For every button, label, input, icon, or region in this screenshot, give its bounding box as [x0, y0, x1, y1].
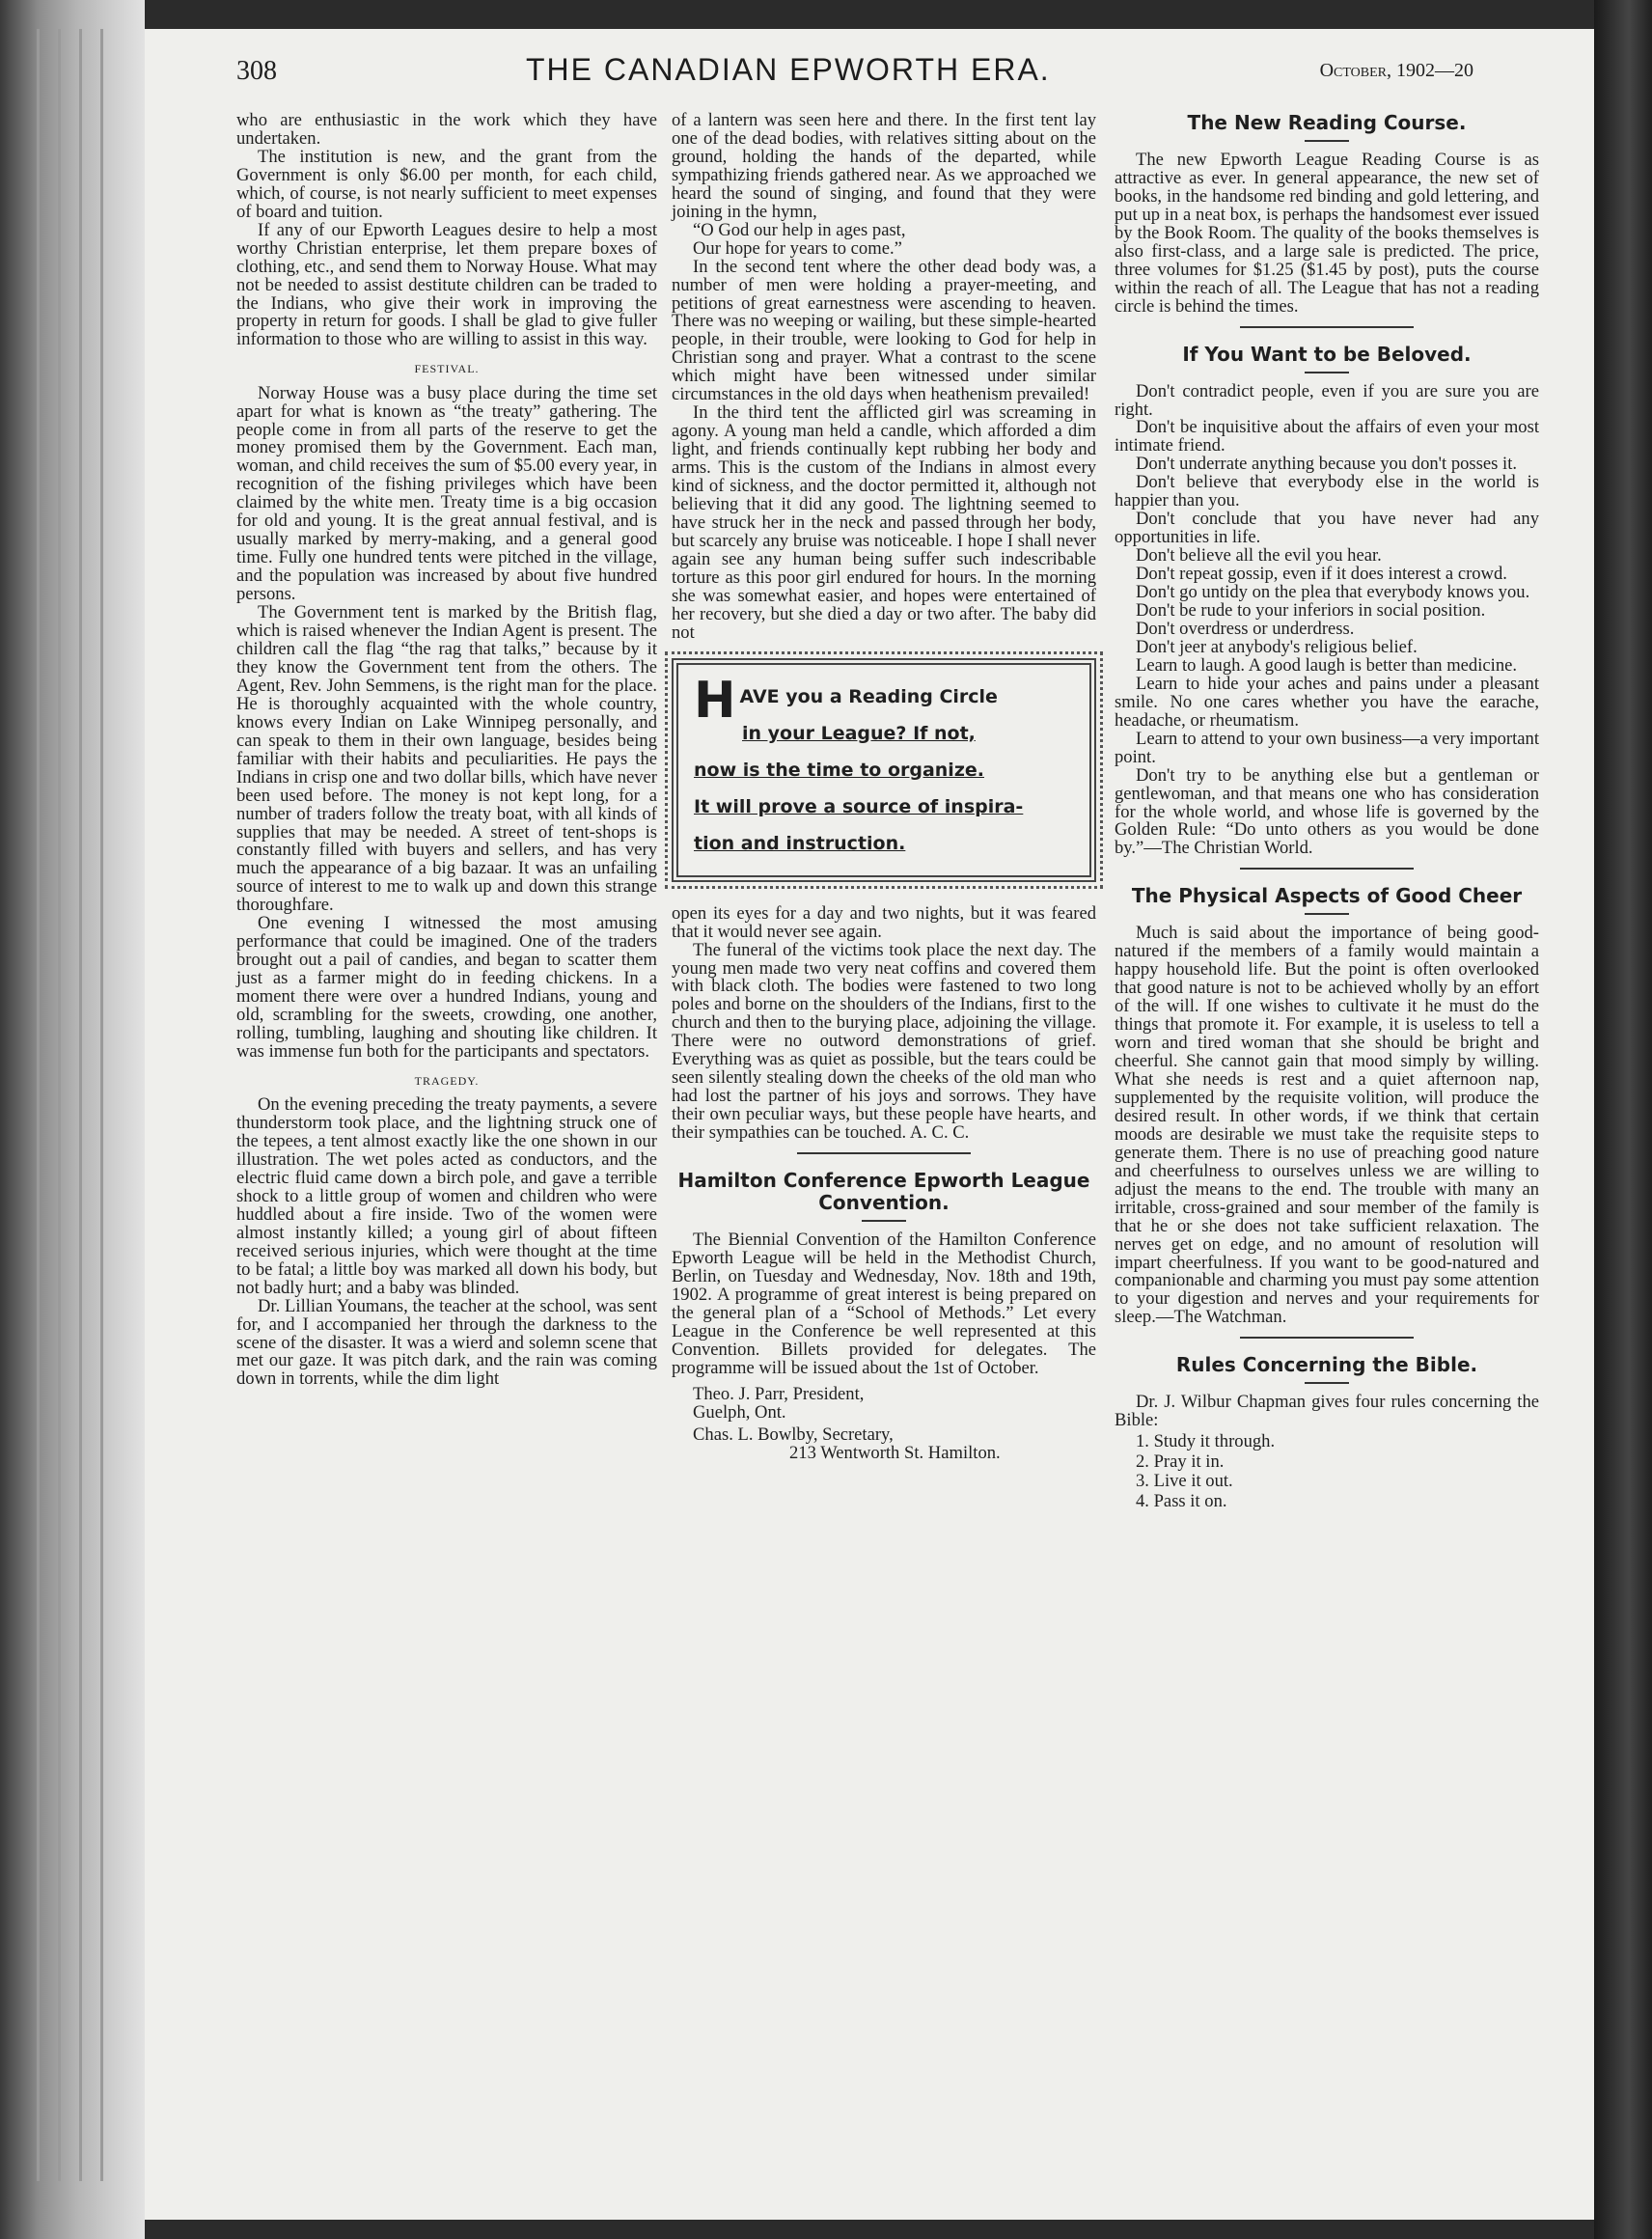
paragraph: On the evening preceding the treaty payments, a severe thunderstorm took place, and the lightning struck one of the tepees, a tent almost exactly like the one shown in our illustration. The wet poles acted as conductors, and the electric fluid came down a birch pole, and gave a terrible shock to a little group of women and children who were huddled about a fire inside. Two of the women were almost instantly killed; a young girl of about fifteen received serious injuries, which were thought at the time to be fatal; a little boy was marked all down his body, but not badly hurt; and a baby was blinded. [236, 1094, 657, 1298]
page-edge-line [79, 29, 82, 2181]
ad-line: tion and instruction. [694, 832, 906, 854]
divider-rule [1240, 326, 1414, 328]
paragraph: The institution is new, and the grant from the Government is only $6.00 per month, for each child, which, of course, is not nearly sufficient to meet expenses of board and tuition. [236, 146, 657, 222]
paragraph: Don't believe that everybody else in the world is happier than you. [1115, 472, 1539, 511]
ad-line: now is the time to organize. [694, 759, 984, 781]
scanned-page [145, 29, 1594, 2220]
paragraph: Don't overdress or underdress. [1136, 618, 1355, 639]
paragraph: Don't contradict people, even if you are sure you are right. [1115, 380, 1539, 420]
divider-dash [1305, 913, 1349, 915]
paragraph: Don't jeer at anybody's religious belief. [1136, 636, 1418, 657]
author-initials: A. C. C. [909, 1122, 970, 1144]
column-3 [1115, 112, 1539, 1511]
paragraph: One evening I witnessed the most amusing performance that could be imagined. One of the traders brought out a pail of candies, and began to scatter them just as a farmer might do in feeding chickens. In a moment there were over a hundred Indians, young and old, scrambling for the sweets, crowding, one another, rolling, tumbling, laughing and shouting like children. It was immense fun both for the participants and spectators. [236, 913, 657, 1062]
officer-line: Theo. J. Parr, President, [693, 1383, 865, 1404]
list-item: 4. Pass it on. [1136, 1490, 1227, 1511]
drop-cap: H [694, 671, 736, 730]
running-header [236, 50, 1556, 98]
paragraph: Don't believe all the evil you hear. [1136, 545, 1382, 567]
hymn-quote [672, 219, 1096, 259]
paragraph: who are enthusiastic in the work which they have undertaken. [236, 110, 657, 149]
divider-dash [862, 1220, 906, 1222]
paragraph: Don't go untidy on the plea that everybody knows you. [1136, 582, 1530, 603]
headline-beloved: If You Want to be Beloved. [1182, 342, 1472, 366]
page-edge-line [37, 29, 40, 2181]
section-heading-festival: FESTIVAL. [414, 362, 480, 376]
paragraph: In the third tent the afflicted girl was screaming in agony. A young man held a candle, which afforded a dim light, and friends continually kept rubbing her body and arms. This is the custom of the Indians in almost every kind of sickness, and the doctor permitted it, although not believing that it did any good. The lightning seemed to have struck her in the neck and passed through her body, but scarcely any bruise was noticeable. I hope I shall never again see any human being suffer such indescribable torture as this poor girl endured for hours. In the morning she was somewhat easier, and hopes were entertained of her recovery, but she died a day or two after. The baby did not [672, 402, 1096, 643]
column-2 [672, 112, 1096, 1462]
paragraph: Learn to laugh. A good laugh is better than medicine. [1136, 654, 1518, 676]
headline-reading-course: The New Reading Course. [1187, 111, 1467, 134]
ad-line: AVE you a Reading Circle [739, 685, 998, 707]
paragraph: Learn to hide your aches and pains under a pleasant smile. No one cares whether you have the earache, headache, or rheumatism. [1115, 673, 1539, 731]
paragraph [672, 939, 1096, 1144]
section-heading-tragedy: TRAGEDY. [414, 1073, 480, 1088]
paragraph: of a lantern was seen here and there. In the first tent lay one of the dead bodies, with relatives sitting about on the ground, holding the hands of the departed, while sympathizing friends gathered near. As we approached we heard the sound of singing, and found that they were joining in the hymn, [672, 110, 1096, 222]
list-item: 3. Live it out. [1136, 1471, 1233, 1492]
officer-place: Guelph, Ont. [693, 1401, 786, 1423]
paragraph: Don't repeat gossip, even if it does interest a crowd. [1136, 564, 1507, 585]
headline-good-cheer: The Physical Aspects of Good Cheer [1131, 884, 1523, 908]
paragraph: Don't be rude to your inferiors in social position. [1136, 600, 1486, 622]
list-item: 2. Pray it in. [1136, 1451, 1225, 1472]
paragraph: Don't be inquisitive about the affairs of even your most intimate friend. [1115, 417, 1539, 456]
paragraph: If any of our Epworth Leagues desire to help a most worthy Christian enterprise, let them prepare boxes of clothing, etc., and send them to Norway House. What may not be needed to assist destitute children can be traded to the Indians, who give their work in improving the property in return for goods. I shall be glad to give fuller information to those who are willing to assist in this way. [236, 219, 657, 350]
ad-line: in your League? If not, [742, 722, 976, 744]
list-item: 1. Study it through. [1136, 1431, 1276, 1452]
book-binding-left [0, 0, 145, 2239]
paragraph: Learn to attend to your own business—a very important point. [1115, 728, 1539, 767]
paragraph: Dr. J. Wilbur Chapman gives four rules concerning the Bible: [1115, 1392, 1539, 1431]
paragraph: The Biennial Convention of the Hamilton Conference Epworth League will be held in the Methodist Church, Berlin, on Tuesday and Wednesday, Nov. 18th and 19th, 1902. A programme of great interest is being prepared on the general plan of a “School of Methods.” Let every League in the Conference be well represented at this Convention. Billets provided for delegates. The programme will be issued about the 1st of October. [672, 1230, 1096, 1378]
hymn-line: Our hope for years to come.” [693, 237, 902, 259]
divider-dash [1305, 1382, 1349, 1384]
column-1 [236, 112, 657, 1389]
paragraph: Don't try to be anything else but a gentleman or gentlewoman, and that means one who has consideration for the whole world, and whose life is governed by the Golden Rule: “Do unto others as you would be done by.”—The Christian World. [1115, 764, 1539, 859]
divider-rule [1240, 868, 1414, 870]
paragraph: Don't underrate anything because you don't posses it. [1136, 454, 1518, 475]
paragraph: Norway House was a busy place during the time set apart for what is known as “the treaty” gathering. The people come in from all parts of the reserve to get the money promised them by the Government. Each man, woman, and child receives the sum of $5.00 every year, in recognition of the fishing privileges which have been claimed by the white men. Treaty time is a big occasion for old and young. It is the great annual festival, and is usually marked by merry-making, and a general good time. Fully one hundred tents were pitched in the village, and the population was increased by about five hundred persons. [236, 382, 657, 605]
officer-line: Chas. L. Bowlby, Secretary, [693, 1424, 894, 1445]
paragraph: In the second tent where the other dead body was, a number of men were holding a prayer-meeting, and petitions of great earnestness were ascending to heaven. There was no weeping or wailing, but these simple-hearted people, in their trouble, were looking to God for help in Christian song and prayer. What a contrast to the scene which might have been witnessed under similar circumstances in the old days when heathenism prevailed! [672, 256, 1096, 405]
paragraph: Don't conclude that you have never had any opportunities in life. [1115, 509, 1539, 548]
headline-hamilton-convention: Hamilton Conference Epworth League Convention. [677, 1169, 1090, 1215]
paragraph: Much is said about the importance of being good-natured if the members of a family would maintain a happy household life. But the point is often overlooked that good nature is not to be achieved wholly by an effort of the will. If one wishes to cultivate it he must do the things that promote it. For example, it is useless to tell a worn and tired woman that she should be bright and cheerful. She cannot gain that mood simply by willing. What she needs is rest and a quiet afternoon nap, supplemented by the requisite volition, will produce the desired result. In other words, if we think that certain moods are desirable we must take the requisite steps to generate them. There is no use of preaching good nature and cheerfulness to ourselves unless we are willing to adjust the means to the end. The trouble with many an irritable, cross-grained and sour member of the family is that he or she does not take sufficient relaxation. The nerves get on edge, and no amount of resolution will impart cheerfulness. If you want to be good-natured and companionable and charming you must pay some attention to your digestion and nerves and your requirements for sleep.—The Watchman. [1115, 923, 1539, 1328]
hymn-line: “O God our help in ages past, [693, 219, 906, 240]
page-edge-line [100, 29, 103, 2181]
paragraph-text: The funeral of the victims took place the next day. The young men made two very neat coffins and covered them with black cloth. The bodies were fastened to two long poles and borne on the shoulders of the Indians, first to the church and then to the burying place, adjoining the village. There were no outword demonstrations of grief. Everything was as quiet as possible, but the tears could be seen silently stealing down the cheeks of the old man who had lost the partner of his joys and sorrows. They have their own peculiar ways, but these people have hearts, and their sympathies can be touched. [672, 939, 1096, 1144]
paragraph: Dr. Lillian Youmans, the teacher at the school, was sent for, and I accompanied her through the darkness to the scene of the disaster. It was a wierd and solemn scene that met our gaze. It was pitch dark, and the rain was coming down in torrents, while the dim light [236, 1295, 657, 1390]
divider-rule [797, 1152, 971, 1154]
issue-date: October, 1902—20 [1319, 60, 1473, 81]
paragraph: The new Epworth League Reading Course is as attractive as ever. In general appearance, the new set of books, in the handsome red binding and gold lettering, and put up in a neat box, is perhaps the handsomest ever issued by the Book Room. The quality of the books themselves is also first-class, and a large sale is predicted. The price, three volumes for $1.25 ($1.45 by post), puts the course within the reach of all. The League that has not a reading circle is behind the times. [1115, 150, 1539, 317]
reading-circle-advertisement [672, 658, 1096, 882]
bible-rules-list [1136, 1432, 1539, 1511]
paragraph: The Government tent is marked by the British flag, which is raised whenever the Indian Agent is present. The children call the flag “the rag that talks,” because by it they know the Government tent from the others. The Agent, Rev. John Semmens, is the right man for the place. He is thoroughly acquainted with the whole country, knows every Indian on Lake Winnipeg personally, and can speak to them in their own language, besides being familiar with their habits and peculiarities. He pays the Indians in crisp one and two dollar bills, which have never been used before. The money is not kept long, for a number of traders follow the treaty boat, with all kinds of supplies that may be needed. A street of tent-shops is constantly filled with buyers and sellers, and has very much the appearance of a big bazaar. It was an unfailing source of interest to me to walk up and down this strange thoroughfare. [236, 602, 657, 916]
divider-dash [1305, 140, 1349, 142]
paragraph: open its eyes for a day and two nights, but it was feared that it would never see again. [672, 902, 1096, 942]
officer-place: 213 Wentworth St. Hamilton. [789, 1442, 1001, 1463]
journal-title: THE CANADIAN EPWORTH ERA. [526, 52, 1051, 87]
page-edge-line [58, 29, 61, 2181]
page-number: 308 [236, 56, 277, 86]
book-binding-right [1594, 0, 1652, 2239]
ad-line: It will prove a source of inspira- [694, 795, 1024, 817]
headline-bible-rules: Rules Concerning the Bible. [1175, 1353, 1478, 1377]
divider-rule [1240, 1337, 1414, 1339]
divider-dash [1305, 372, 1349, 373]
